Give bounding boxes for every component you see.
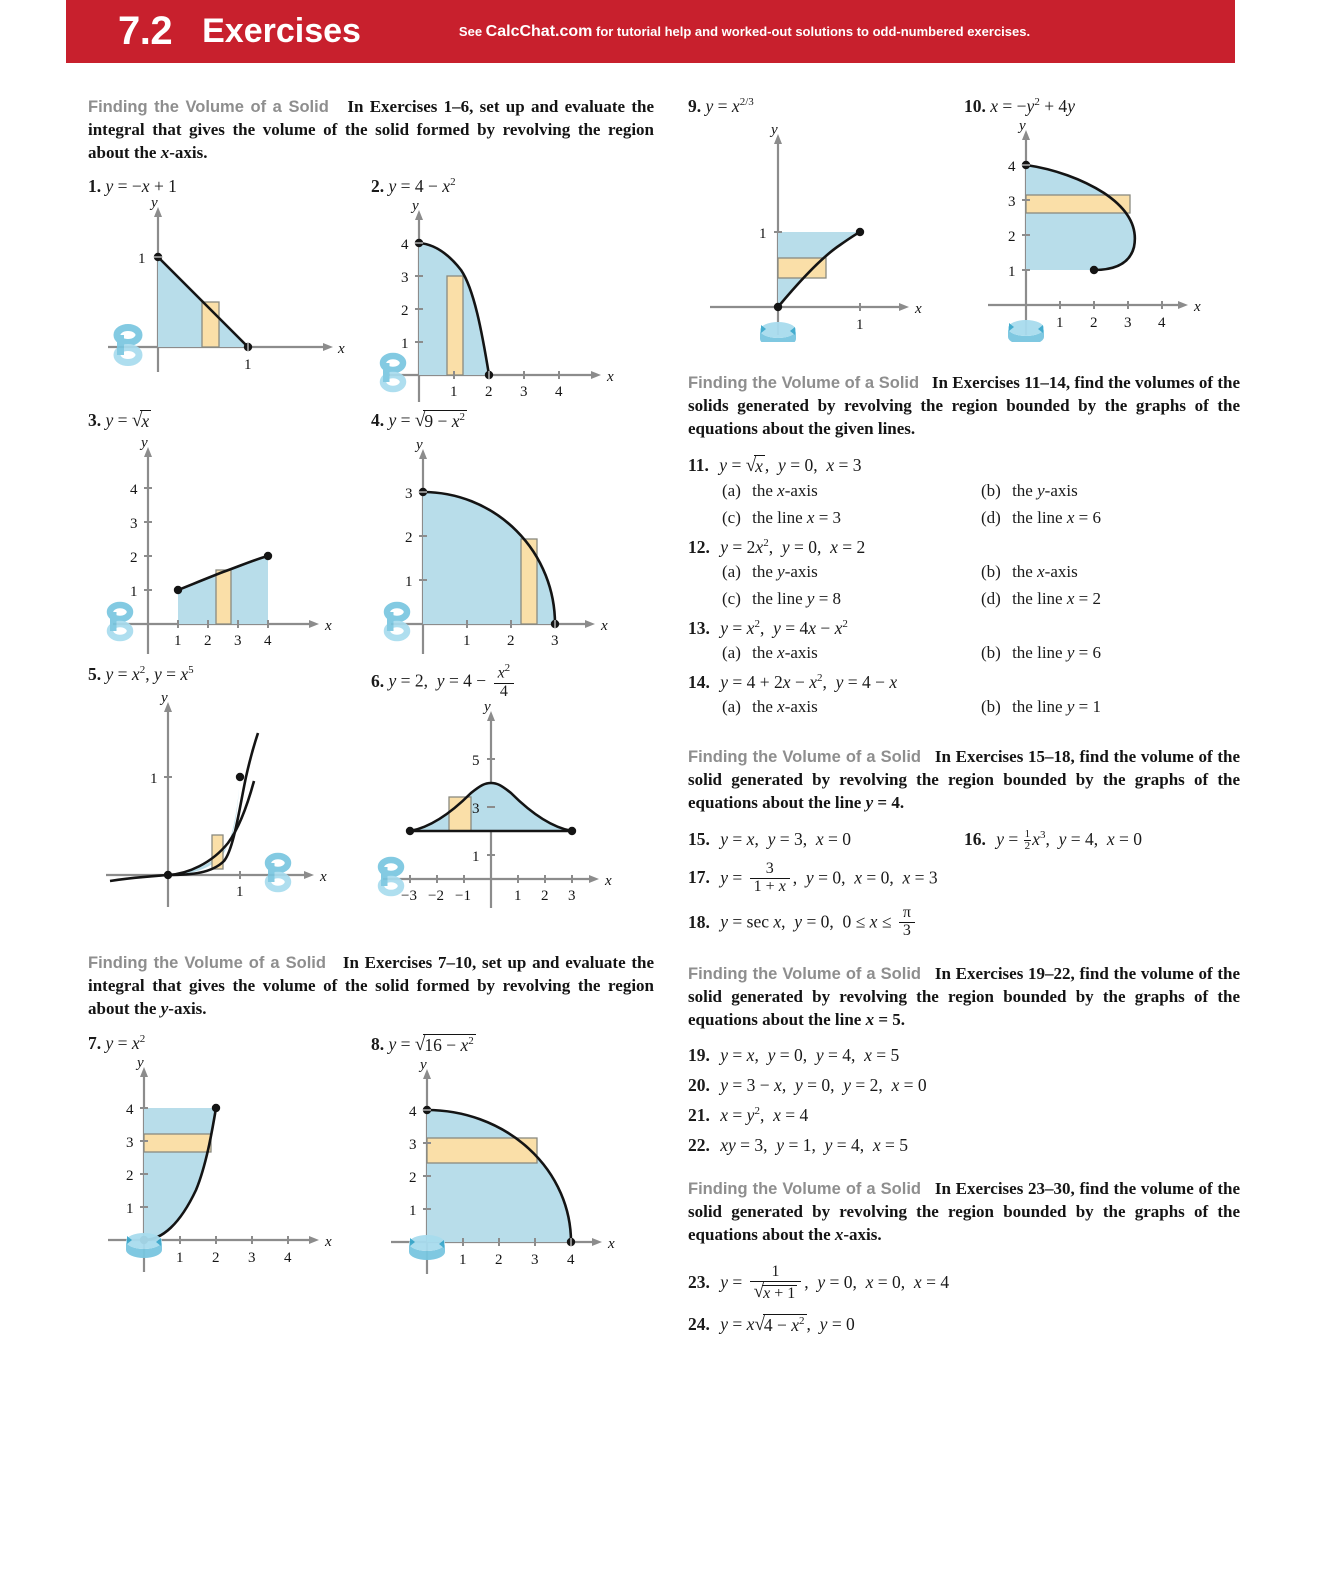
svg-text:1: 1 xyxy=(759,226,767,242)
svg-text:x: x xyxy=(915,301,922,317)
rotation-icon-x xyxy=(268,856,288,889)
exercise-20-label: 20. xyxy=(688,1075,710,1096)
exercise-22-label: 22. xyxy=(688,1135,710,1156)
exercise-13 xyxy=(688,618,1240,670)
right-column xyxy=(688,96,1240,1345)
svg-text:2: 2 xyxy=(507,633,515,650)
exercise-3 xyxy=(88,409,371,662)
direction-body: In Exercises 15–18, find the volume of the solid generated by revolving the region bounded by the graphs of the equations about the line y = 4. xyxy=(688,747,1240,812)
svg-text:y: y xyxy=(420,1056,427,1073)
exercise-row-5-6 xyxy=(88,664,654,916)
exercise-11 xyxy=(688,454,1240,535)
svg-text:y: y xyxy=(141,435,148,452)
svg-text:y: y xyxy=(484,701,491,716)
direction-15-18 xyxy=(688,746,1240,814)
exercise-9-label: 9. xyxy=(688,96,702,116)
svg-text:3: 3 xyxy=(401,270,409,287)
graph-7 xyxy=(88,1054,371,1279)
svg-text:4: 4 xyxy=(1008,159,1016,175)
part-d: (d) the line x = 2 xyxy=(981,589,1101,609)
exercise-11-label: 11. xyxy=(688,455,709,476)
direction-body: In Exercises 23–30, find the volume of the solid generated by revolving the region bounded by the graphs of the equations about the x-axis. xyxy=(688,1179,1240,1245)
part-c: (c) the line x = 3 xyxy=(722,508,842,528)
svg-text:y: y xyxy=(771,122,778,138)
calcchat-note-rest: for tutorial help and worked-out solutions to odd-numbered exercises. xyxy=(592,23,1031,39)
svg-text:2: 2 xyxy=(541,888,549,905)
svg-text:2: 2 xyxy=(212,1249,220,1266)
graph-10 xyxy=(964,117,1240,342)
direction-7-10 xyxy=(88,952,654,1020)
exercise-23-label: 23. xyxy=(688,1271,710,1292)
exercise-18-label: 18. xyxy=(688,911,710,932)
part-b: (b) the line y = 1 xyxy=(981,697,1101,717)
page-title: Exercises xyxy=(202,12,361,50)
exercise-3-equation: 3. y = √x xyxy=(88,410,150,432)
svg-text:1: 1 xyxy=(174,633,182,650)
exercise-3-label: 3. xyxy=(88,410,102,431)
svg-text:x: x xyxy=(320,869,327,886)
exercise-2 xyxy=(371,176,654,407)
part-a: (a) the x-axis xyxy=(722,643,818,663)
exercise-7 xyxy=(88,1033,371,1281)
rotation-icon-x xyxy=(387,605,407,638)
svg-text:2: 2 xyxy=(1008,229,1016,245)
svg-text:1: 1 xyxy=(450,384,458,401)
exercise-9-equation: 9. $y = x^{2/3}$ xyxy=(688,96,754,116)
exercise-15-label: 15. xyxy=(688,828,710,849)
exercise-8-equation: 8. $y = √16 - x^2$ xyxy=(371,1033,474,1055)
exercise-12-label: 12. xyxy=(688,537,710,558)
svg-text:2: 2 xyxy=(204,633,212,650)
exercise-20: 20. y = 3 − x, y = 0, y = 2, x = 0 xyxy=(688,1075,927,1096)
svg-text:y: y xyxy=(1019,118,1026,134)
graph-4 xyxy=(371,432,654,662)
direction-body: In Exercises 7–10, set up and evaluate the integral that gives the volume of the solid formed by revolving the region about the y-axis. xyxy=(88,953,655,1018)
svg-text:3: 3 xyxy=(409,1136,417,1153)
svg-text:3: 3 xyxy=(568,888,576,905)
svg-text:x: x xyxy=(605,873,612,890)
rotation-icon-x xyxy=(383,356,403,389)
svg-text:−2: −2 xyxy=(428,888,444,905)
graph-8 xyxy=(371,1056,654,1281)
svg-text:1: 1 xyxy=(138,251,146,268)
exercise-9 xyxy=(688,96,964,342)
svg-text:4: 4 xyxy=(409,1103,417,1120)
exercise-21-label: 21. xyxy=(688,1105,710,1126)
svg-text:x: x xyxy=(338,341,345,358)
svg-text:2: 2 xyxy=(495,1251,503,1268)
exercise-13-equation: 13. $y = x^2$, $y = 4x - x^2$ xyxy=(688,618,848,639)
exercise-1 xyxy=(88,176,371,407)
svg-text:1: 1 xyxy=(459,1251,467,1268)
svg-text:1: 1 xyxy=(236,884,244,901)
exercise-24: 24. $y = x√4 - x^2$ , y = 0 xyxy=(688,1313,855,1335)
rotation-icon-y xyxy=(1008,320,1044,342)
exercise-6 xyxy=(371,664,654,916)
direction-title: Finding the Volume of a Solid xyxy=(688,374,920,392)
part-c: (c) the line y = 8 xyxy=(722,589,842,609)
exercise-7-equation: 7. $y = x^2$ xyxy=(88,1032,146,1053)
direction-11-14 xyxy=(688,372,1240,440)
exercise-6-label: 6. xyxy=(371,670,385,691)
svg-text:3: 3 xyxy=(248,1249,256,1266)
direction-body: In Exercises 1–6, set up and evaluate the integral that gives the volume of the solid formed by revolving the region about the x-axis. xyxy=(88,97,654,162)
svg-text:3: 3 xyxy=(1008,194,1016,210)
svg-text:2: 2 xyxy=(401,303,409,320)
exercise-7-label: 7. xyxy=(88,1032,102,1053)
svg-text:2: 2 xyxy=(485,384,493,401)
svg-text:3: 3 xyxy=(531,1251,539,1268)
svg-text:1: 1 xyxy=(405,574,413,591)
exercise-23: 23. y = $\frac{1}{√x + 1}$ , y = 0, x = 0, x = 4 xyxy=(688,1262,950,1302)
svg-text:1: 1 xyxy=(150,771,158,788)
svg-text:y: y xyxy=(137,1054,144,1071)
svg-text:5: 5 xyxy=(472,753,480,770)
rotation-icon-x xyxy=(117,328,139,363)
svg-text:2: 2 xyxy=(130,550,138,567)
svg-text:4: 4 xyxy=(567,1251,575,1268)
exercise-8 xyxy=(371,1033,654,1281)
direction-title: Finding the Volume of a Solid xyxy=(688,1180,921,1199)
exercise-15: 15. y = x, y = 3, x = 0 xyxy=(688,828,851,849)
svg-text:4: 4 xyxy=(284,1249,292,1266)
exercise-10 xyxy=(964,96,1240,342)
exercise-14-parts xyxy=(722,697,1240,724)
direction-body: In Exercises 11–14, find the volumes of the solids generated by revolving the region bounded by the graphs of the equations about the given lines. xyxy=(688,373,1241,438)
calcchat-note xyxy=(459,23,1030,41)
exercise-14 xyxy=(688,672,1240,724)
svg-text:y: y xyxy=(416,437,423,454)
exercise-17: 17. y = $\frac{3}{1 + x}$ , y = 0, x = 0, x = 3 xyxy=(688,859,938,895)
exercise-row-15-16 xyxy=(688,829,1240,853)
exercise-2-label: 2. xyxy=(371,176,385,197)
svg-text:1: 1 xyxy=(244,357,252,374)
direction-title: Finding the Volume of a Solid xyxy=(688,965,921,984)
calcchat-link[interactable]: CalcChat.com xyxy=(485,22,593,40)
svg-text:4: 4 xyxy=(264,633,272,650)
svg-text:x: x xyxy=(325,1233,332,1250)
exercise-12 xyxy=(688,537,1240,616)
svg-text:y: y xyxy=(412,198,419,215)
graph-3 xyxy=(88,432,371,662)
svg-text:1: 1 xyxy=(130,584,138,601)
left-column xyxy=(88,96,654,1281)
svg-text:x: x xyxy=(325,618,332,635)
exercise-16: 16. y = $\frac{1}{2}$ $x^3$, y = 4, x = 0 xyxy=(964,827,1142,853)
exercise-row-9-10 xyxy=(688,96,1240,342)
svg-text:1: 1 xyxy=(126,1200,134,1217)
svg-text:4: 4 xyxy=(130,482,138,499)
exercise-12-parts xyxy=(722,562,1240,616)
exercise-row-3-4 xyxy=(88,409,654,662)
part-a: (a) the y-axis xyxy=(722,562,818,582)
exercise-21: 21. $x = y^2$, x = 4 xyxy=(688,1105,809,1126)
section-number: 7.2 xyxy=(118,9,173,53)
svg-text:1: 1 xyxy=(514,888,522,905)
direction-title: Finding the Volume of a Solid xyxy=(88,98,329,116)
svg-text:2: 2 xyxy=(405,530,413,547)
graph-5 xyxy=(88,685,371,915)
svg-text:1: 1 xyxy=(856,317,864,333)
svg-text:−1: −1 xyxy=(455,888,471,905)
svg-text:x: x xyxy=(608,1235,615,1252)
rotation-icon-y xyxy=(409,1235,445,1260)
exercise-24-label: 24. xyxy=(688,1313,710,1334)
exercise-5-label: 5. xyxy=(88,664,102,685)
exercise-4 xyxy=(371,409,654,662)
exercise-4-equation: 4. $y = √9 - x^2$ xyxy=(371,410,465,432)
exercise-5-equation: 5. $y = x^2$, $y = x^5$ xyxy=(88,664,194,685)
exercise-row-7-8 xyxy=(88,1033,654,1281)
graph-2 xyxy=(371,197,654,407)
svg-text:3: 3 xyxy=(126,1134,134,1151)
exercise-12-equation: 12. $y = 2x^2$, y = 0, x = 2 xyxy=(688,537,866,558)
exercise-10-label: 10. xyxy=(964,96,986,116)
direction-19-22 xyxy=(688,963,1240,1031)
exercise-14-equation: 14. $y = 4 + 2x - x^2$, y = 4 − x xyxy=(688,672,898,693)
exercise-row-1-2 xyxy=(88,176,654,407)
exercise-4-label: 4. xyxy=(371,410,385,431)
svg-text:1: 1 xyxy=(401,336,409,353)
part-d: (d) the line x = 6 xyxy=(981,508,1101,528)
exercise-13-label: 13. xyxy=(688,618,710,639)
part-b: (b) the x-axis xyxy=(981,562,1078,582)
exercise-13-parts xyxy=(722,643,1240,670)
svg-text:3: 3 xyxy=(405,486,413,503)
exercise-19: 19. y = x, y = 0, y = 4, x = 5 xyxy=(688,1045,900,1066)
exercise-22: 22. xy = 3, y = 1, y = 4, x = 5 xyxy=(688,1135,909,1156)
svg-text:3: 3 xyxy=(551,633,559,650)
exercise-11-equation: 11. y = √x , y = 0, x = 3 xyxy=(688,455,862,477)
exercise-2-equation: 2. $y = 4 - x^2$ xyxy=(371,176,456,197)
exercise-1-label: 1. xyxy=(88,176,102,197)
svg-text:1: 1 xyxy=(1008,264,1016,280)
svg-text:y: y xyxy=(151,197,158,212)
direction-title: Finding the Volume of a Solid xyxy=(688,748,921,767)
exercise-19-label: 19. xyxy=(688,1045,710,1066)
svg-text:4: 4 xyxy=(126,1101,134,1118)
svg-text:1: 1 xyxy=(176,1249,184,1266)
exercise-18: 18. y = sec x, y = 0, 0 ≤ x ≤ $\frac{\pi}{3}$ xyxy=(688,906,1240,941)
svg-text:4: 4 xyxy=(1158,315,1166,331)
exercise-5 xyxy=(88,664,371,916)
svg-text:−3: −3 xyxy=(401,888,417,905)
exercise-6-equation: 6. y = 2, y = 4 − $\frac{x^2}{4}$ xyxy=(371,664,654,701)
direction-body: In Exercises 19–22, find the volume of the solid generated by revolving the region bounded by the graphs of the equations about the line x = 5. xyxy=(688,964,1240,1029)
rotation-icon-y xyxy=(126,1233,162,1258)
svg-text:2: 2 xyxy=(1090,315,1098,331)
exercise-14-label: 14. xyxy=(688,672,710,693)
svg-text:3: 3 xyxy=(1124,315,1132,331)
svg-text:x: x xyxy=(607,369,614,386)
exercise-11-parts xyxy=(722,481,1240,535)
exercise-17-label: 17. xyxy=(688,867,710,888)
svg-text:1: 1 xyxy=(1056,315,1064,331)
exercise-16-label: 16. xyxy=(964,828,986,849)
graph-1 xyxy=(88,197,371,392)
svg-text:4: 4 xyxy=(555,384,563,401)
svg-text:3: 3 xyxy=(234,633,242,650)
exercise-10-equation: 10. $x = -y^2 + 4y$ xyxy=(964,96,1075,116)
calcchat-note-see: See xyxy=(458,23,486,39)
svg-text:2: 2 xyxy=(126,1167,134,1184)
part-b: (b) the line y = 6 xyxy=(981,643,1101,663)
rotation-icon-y xyxy=(760,322,796,342)
svg-text:1: 1 xyxy=(463,633,471,650)
direction-title: Finding the Volume of a Solid xyxy=(88,954,326,973)
svg-text:1: 1 xyxy=(409,1202,417,1219)
graph-9 xyxy=(688,117,964,342)
svg-text:3: 3 xyxy=(520,384,528,401)
svg-text:3: 3 xyxy=(130,516,138,533)
direction-1-6 xyxy=(88,96,654,164)
part-a: (a) the x-axis xyxy=(722,697,818,717)
part-a: (a) the x-axis xyxy=(722,481,818,501)
svg-text:x: x xyxy=(601,618,608,635)
rotation-icon-x xyxy=(110,605,130,638)
svg-text:3: 3 xyxy=(472,801,480,818)
direction-23-30 xyxy=(688,1178,1240,1246)
section-banner xyxy=(66,0,1235,63)
svg-text:y: y xyxy=(161,690,168,707)
graph-6 xyxy=(371,701,654,916)
exercise-8-label: 8. xyxy=(371,1033,385,1054)
svg-text:x: x xyxy=(1194,299,1201,315)
svg-text:4: 4 xyxy=(401,237,409,254)
svg-text:2: 2 xyxy=(409,1169,417,1186)
rotation-icon-x xyxy=(381,860,401,893)
svg-text:1: 1 xyxy=(472,849,480,866)
exercise-1-equation: 1. y = −x + 1 xyxy=(88,176,177,197)
part-b: (b) the y-axis xyxy=(981,481,1078,501)
